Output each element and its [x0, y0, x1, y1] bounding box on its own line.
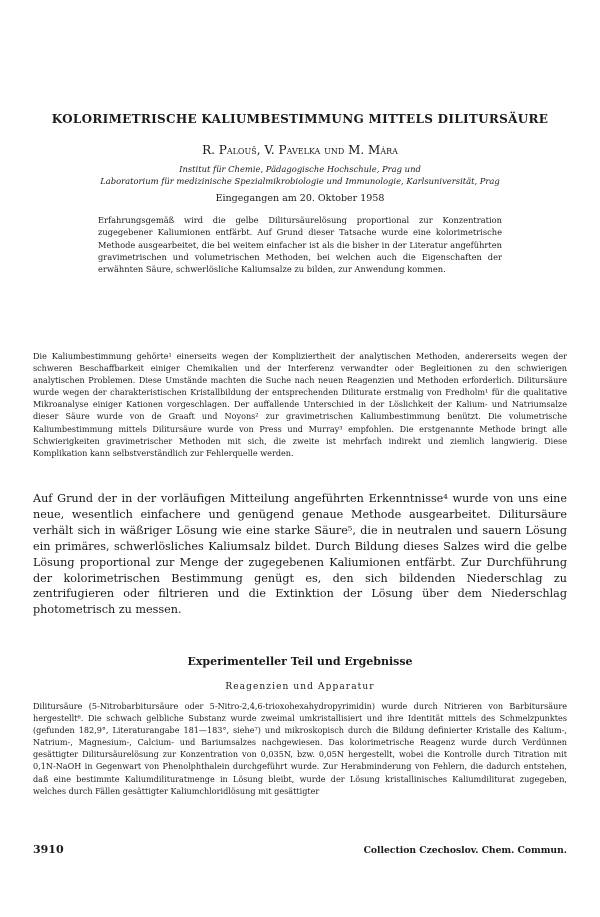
page-number: 3910 [33, 843, 64, 856]
article-affiliation [10, 163, 590, 187]
article-title: KOLORIMETRISCHE KALIUMBESTIMMUNG MITTELS DILITURSÄURE [51, 112, 549, 126]
section-heading: Experimenteller Teil und Ergebnisse [187, 655, 413, 668]
article-authors: R. Palouš, V. Pavelka und M. Mára [202, 143, 398, 157]
body-paragraph-main: Auf Grund der in der vorläufigen Mitteilung angeführten Erkenntnisse⁴ wurde von uns eine neue, wesentlich einfachere und genügend genaue Methode ausgearbeitet. Dilitursäure verhält sich in wäßriger Lösung wie eine starke Säure⁵, die in neutralen und sauern Lösung ein primäres, schwerlösliches Kaliumsalz bildet. Durch Bildung dieses Salzes wird die gelbe Lösung proportional zur Menge der zugegebenen Kaliumionen entfärbt. Zur Durchführung der kolorimetrischen Bestimmung genügt es, den sich bildenden Niederschlag zu zentrifugieren oder filtrieren und die Extinktion der Lösung über dem Niederschlag photometrisch zu messen. [33, 492, 567, 617]
body-paragraph-reagents: Dilitursäure (5-Nitrobarbitursäure oder 5-Nitro-2,4,6-trioxohexahydropyrimidin) wurde durch Nitrieren von Barbitursäure hergestellt⁶. Die schwach gelbliche Substanz wurde zweimal umkristallisiert und ihre Identität mittels des Schmelzpunktes (gefunden 182,9°, Literaturangabe 181—183°, siehe⁷) und mikroskopisch durch die Bildung definierter Kristalle des Kalium-, Natrium-, Magnesium-, Calcium- und Bariumsalzes nachgewiesen. Das kolorimetrische Reagenz wurde durch Verdünnen gesättigter Dilitursäurelösung zur Konzentration von 0,035N, bzw. 0,05N hergestellt, wobei die Kontrolle durch Titration mit 0,1N-NaOH in Gegenwart von Phenolphthalein durchgeführt wurde. Zur Herabminderung von Fehlern, die dadurch entstehen, daß eine bestimmte Kaliumdilituratmenge in Lösung bleibt, wurde der Lösung kristallinisches Kaliumdiliturat zugegeben, welches durch Fällen gesättigter Kaliumchloridlösung mit gesättigter [33, 701, 567, 796]
body-paragraph-intro: Die Kaliumbestimmung gehörte¹ einerseits wegen der Kompliziertheit der analytischen Methoden, andererseits wegen der schweren Beschaffbarkeit einiger Chemikalien und der Interferenz verwandter oder Begleitionen zu den schwierigen analytischen Problemen. Diese Umstände machten die Suche nach neuen Reagenzien und Methoden erforderlich. Dilitursäure wurde wegen der charakteristischen Kristallbildung der entsprechenden Diliturate erstmalig von Fredholm¹ für die qualitative Mikroanalyse einiger Kationen vorgeschlagen. Der auffallende Unterschied in der Löslichkeit der Kalium- und Natriumsalze dieser Säure wurde von de Graaft und Noyons² zur gravimetrischen Kaliumbestimmung benützt. Die volumetrische Kaliumbestimmung mittels Dilitursäure wurde von Press und Murray³ empfohlen. Die erstgenannte Methode bringt alle Schwierigkeiten gravimetrischer Methoden mit sich, die zweite ist mehrfach indirekt und ziemlich langwierig. Diese Komplikation kann selbstverständlich zur Fehlerquelle werden. [33, 351, 567, 458]
affiliation-line-2: Laboratorium für medizinische Spezialmikrobiologie und Immunologie, Karlsuniversität, Prag [100, 176, 500, 186]
subsection-heading: Reagenzien und Apparatur [225, 682, 375, 692]
abstract: Erfahrungsgemäß wird die gelbe Dilitursäurelösung proportional zur Konzentration zugegebener Kaliumionen entfärbt. Auf Grund dieser Tatsache wurde eine kolorimetrische Methode ausgearbeitet, die bei weitem einfacher ist als die bisher in der Literatur angeführten gravimetrischen und volumetrischen Methoden, bei welchen auch die Eigenschaften der erwähnten Säure, schwerlösliche Kaliumsalze zu bilden, zur Anwendung kommen. [98, 215, 502, 275]
journal-name: Collection Czechoslov. Chem. Commun. [363, 845, 567, 856]
affiliation-line-1: Institut für Chemie, Pädagogische Hochschule, Prag und [179, 164, 421, 174]
received-date: Eingegangen am 20. Oktober 1958 [215, 193, 385, 204]
